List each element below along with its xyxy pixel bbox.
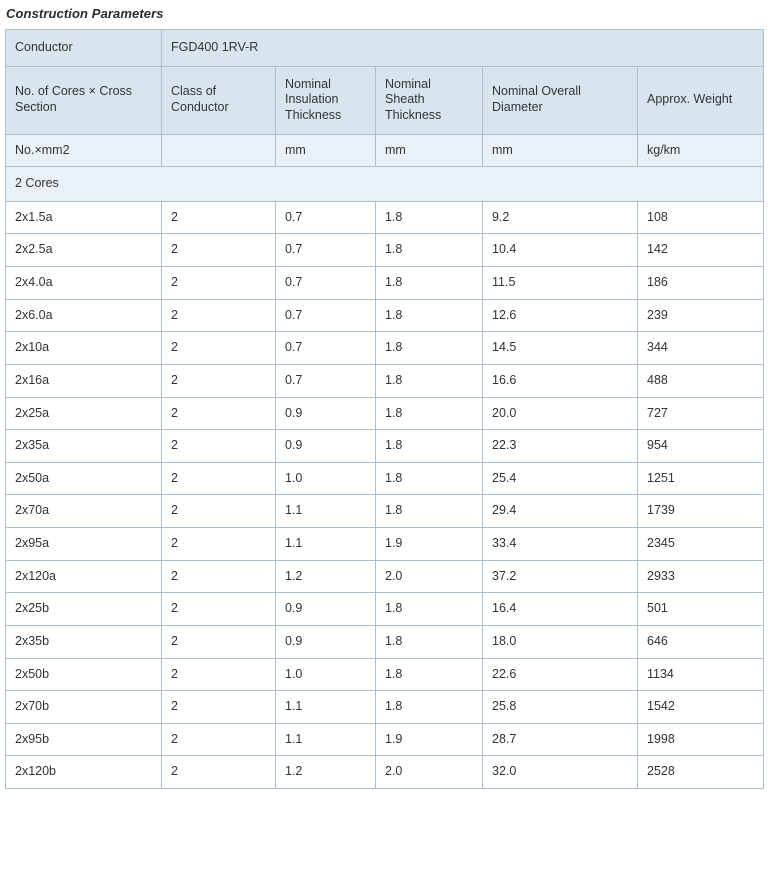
cell-nominal-insulation-thickness: 1.1 [276,723,376,756]
unit-nominal-insulation-thickness: mm [276,134,376,167]
cell-class-of-conductor: 2 [162,723,276,756]
cell-nominal-insulation-thickness: 1.1 [276,495,376,528]
cell-class-of-conductor: 2 [162,462,276,495]
cell-nominal-overall-diameter: 9.2 [483,201,638,234]
cell-nominal-insulation-thickness: 0.9 [276,430,376,463]
column-header-nominal-sheath-thickness: Nominal Sheath Thickness [376,66,483,134]
cell-nominal-overall-diameter: 10.4 [483,234,638,267]
cell-nominal-sheath-thickness: 1.9 [376,528,483,561]
cell-nominal-sheath-thickness: 1.8 [376,691,483,724]
cell-nominal-insulation-thickness: 0.7 [276,267,376,300]
cell-nominal-sheath-thickness: 1.8 [376,625,483,658]
cell-nominal-overall-diameter: 12.6 [483,299,638,332]
cell-approx-weight: 646 [638,625,764,658]
cell-nominal-overall-diameter: 14.5 [483,332,638,365]
cell-nominal-insulation-thickness: 0.9 [276,397,376,430]
cell-nominal-insulation-thickness: 1.0 [276,658,376,691]
cell-nominal-sheath-thickness: 2.0 [376,756,483,789]
cell-class-of-conductor: 2 [162,658,276,691]
cell-cores-cross-section: 2x50b [6,658,162,691]
cell-cores-cross-section: 2x120b [6,756,162,789]
unit-nominal-overall-diameter: mm [483,134,638,167]
conductor-label: Conductor [6,30,162,67]
cell-class-of-conductor: 2 [162,364,276,397]
cell-cores-cross-section: 2x6.0a [6,299,162,332]
column-header-cores-cross-section: No. of Cores × Cross Section [6,66,162,134]
unit-approx-weight: kg/km [638,134,764,167]
cell-approx-weight: 1134 [638,658,764,691]
cell-class-of-conductor: 2 [162,560,276,593]
cell-cores-cross-section: 2x70a [6,495,162,528]
cell-nominal-insulation-thickness: 0.9 [276,625,376,658]
column-header-class-of-conductor: Class of Conductor [162,66,276,134]
cell-cores-cross-section: 2x35b [6,625,162,658]
cell-cores-cross-section: 2x50a [6,462,162,495]
cell-nominal-insulation-thickness: 0.9 [276,593,376,626]
cell-cores-cross-section: 2x16a [6,364,162,397]
cell-cores-cross-section: 2x4.0a [6,267,162,300]
cell-approx-weight: 954 [638,430,764,463]
cell-cores-cross-section: 2x120a [6,560,162,593]
cell-class-of-conductor: 2 [162,201,276,234]
unit-class-of-conductor [162,134,276,167]
cell-nominal-sheath-thickness: 1.8 [376,430,483,463]
cell-approx-weight: 2933 [638,560,764,593]
cell-nominal-sheath-thickness: 2.0 [376,560,483,593]
cell-nominal-insulation-thickness: 1.1 [276,528,376,561]
table-body [6,30,764,789]
cell-nominal-insulation-thickness: 1.2 [276,756,376,789]
cell-nominal-overall-diameter: 29.4 [483,495,638,528]
cell-approx-weight: 488 [638,364,764,397]
table-row [6,364,764,397]
cell-approx-weight: 239 [638,299,764,332]
cell-nominal-overall-diameter: 22.3 [483,430,638,463]
cell-class-of-conductor: 2 [162,299,276,332]
unit-nominal-sheath-thickness: mm [376,134,483,167]
table-row [6,658,764,691]
cell-nominal-insulation-thickness: 0.7 [276,364,376,397]
cell-approx-weight: 2528 [638,756,764,789]
page-title: Construction Parameters [6,6,164,21]
cell-cores-cross-section: 2x35a [6,430,162,463]
cell-approx-weight: 501 [638,593,764,626]
cell-nominal-sheath-thickness: 1.8 [376,299,483,332]
cell-cores-cross-section: 2x95b [6,723,162,756]
table-row [6,723,764,756]
table-row [6,593,764,626]
cell-nominal-insulation-thickness: 0.7 [276,299,376,332]
table-row [6,234,764,267]
cell-cores-cross-section: 2x2.5a [6,234,162,267]
table-row [6,495,764,528]
cell-nominal-sheath-thickness: 1.8 [376,397,483,430]
unit-cores-cross-section: No.×mm2 [6,134,162,167]
cell-cores-cross-section: 2x95a [6,528,162,561]
table-row-units [6,134,764,167]
cell-approx-weight: 727 [638,397,764,430]
cell-nominal-insulation-thickness: 0.7 [276,332,376,365]
cell-nominal-insulation-thickness: 1.2 [276,560,376,593]
cell-approx-weight: 1739 [638,495,764,528]
cell-nominal-overall-diameter: 37.2 [483,560,638,593]
cell-approx-weight: 1542 [638,691,764,724]
table-row [6,267,764,300]
table-row [6,299,764,332]
cell-nominal-overall-diameter: 20.0 [483,397,638,430]
table-row-conductor [6,30,764,67]
table-row [6,397,764,430]
table-row [6,691,764,724]
cell-class-of-conductor: 2 [162,691,276,724]
cell-class-of-conductor: 2 [162,495,276,528]
cell-nominal-sheath-thickness: 1.8 [376,267,483,300]
cell-nominal-insulation-thickness: 1.1 [276,691,376,724]
cell-nominal-overall-diameter: 18.0 [483,625,638,658]
table-row [6,332,764,365]
cell-class-of-conductor: 2 [162,528,276,561]
cell-nominal-sheath-thickness: 1.8 [376,593,483,626]
cell-nominal-sheath-thickness: 1.8 [376,332,483,365]
cell-class-of-conductor: 2 [162,756,276,789]
cell-cores-cross-section: 2x10a [6,332,162,365]
cell-nominal-sheath-thickness: 1.9 [376,723,483,756]
cell-approx-weight: 2345 [638,528,764,561]
column-header-approx-weight: Approx. Weight [638,66,764,134]
cell-approx-weight: 186 [638,267,764,300]
column-header-nominal-overall-diameter: Nominal Overall Diameter [483,66,638,134]
cell-cores-cross-section: 2x1.5a [6,201,162,234]
cell-nominal-overall-diameter: 22.6 [483,658,638,691]
cell-nominal-overall-diameter: 11.5 [483,267,638,300]
cell-cores-cross-section: 2x70b [6,691,162,724]
table-row [6,625,764,658]
cell-nominal-overall-diameter: 16.6 [483,364,638,397]
cell-nominal-sheath-thickness: 1.8 [376,462,483,495]
column-header-nominal-insulation-thickness: Nominal Insulation Thickness [276,66,376,134]
construction-parameters-table [5,29,764,789]
cell-nominal-overall-diameter: 25.8 [483,691,638,724]
table-row-column-headers [6,66,764,134]
cell-approx-weight: 1251 [638,462,764,495]
cell-nominal-overall-diameter: 25.4 [483,462,638,495]
cell-class-of-conductor: 2 [162,234,276,267]
cell-class-of-conductor: 2 [162,430,276,463]
cell-class-of-conductor: 2 [162,625,276,658]
cell-nominal-sheath-thickness: 1.8 [376,364,483,397]
table-row [6,528,764,561]
cell-class-of-conductor: 2 [162,267,276,300]
table-row-group-heading [6,167,764,202]
cell-nominal-overall-diameter: 33.4 [483,528,638,561]
table-row [6,560,764,593]
cell-class-of-conductor: 2 [162,397,276,430]
cell-nominal-overall-diameter: 32.0 [483,756,638,789]
table-row [6,201,764,234]
cell-nominal-overall-diameter: 28.7 [483,723,638,756]
cell-approx-weight: 1998 [638,723,764,756]
cell-class-of-conductor: 2 [162,593,276,626]
group-label-2-cores: 2 Cores [6,167,764,202]
cell-nominal-sheath-thickness: 1.8 [376,234,483,267]
cell-approx-weight: 142 [638,234,764,267]
table-row [6,462,764,495]
cell-cores-cross-section: 2x25b [6,593,162,626]
cell-nominal-sheath-thickness: 1.8 [376,201,483,234]
table-row [6,756,764,789]
conductor-value: FGD400 1RV-R [162,30,764,67]
cell-nominal-sheath-thickness: 1.8 [376,658,483,691]
cell-nominal-insulation-thickness: 0.7 [276,201,376,234]
cell-class-of-conductor: 2 [162,332,276,365]
cell-approx-weight: 108 [638,201,764,234]
table-row [6,430,764,463]
cell-cores-cross-section: 2x25a [6,397,162,430]
cell-approx-weight: 344 [638,332,764,365]
cell-nominal-insulation-thickness: 1.0 [276,462,376,495]
cell-nominal-insulation-thickness: 0.7 [276,234,376,267]
cell-nominal-sheath-thickness: 1.8 [376,495,483,528]
cell-nominal-overall-diameter: 16.4 [483,593,638,626]
